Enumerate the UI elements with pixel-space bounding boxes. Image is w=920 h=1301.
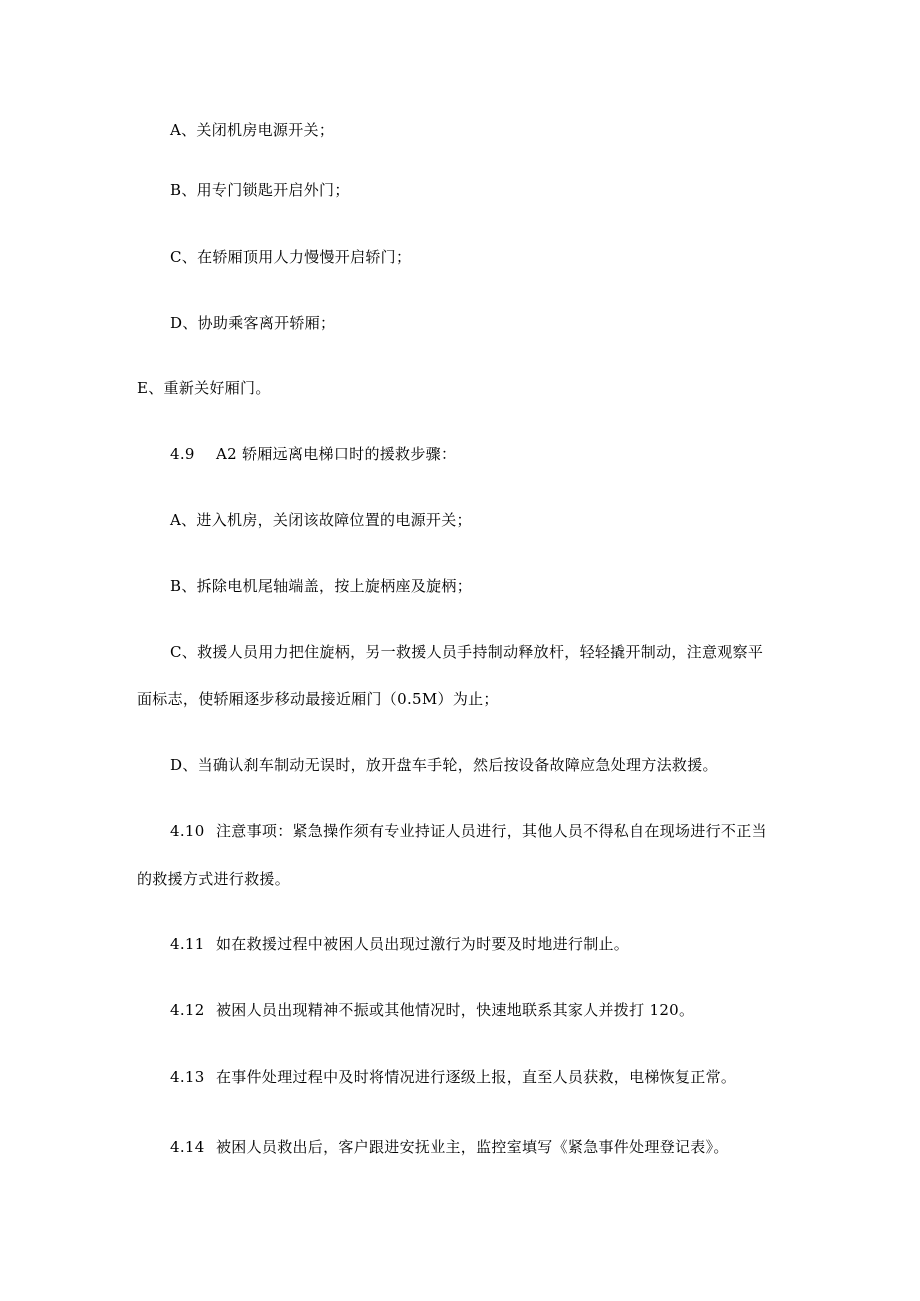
step-a-close-power: A、关闭机房电源开关； <box>170 121 335 139</box>
section-4-13 <box>170 1067 736 1087</box>
step-b-open-outer-door: B、用专门锁匙开启外门； <box>170 181 350 199</box>
section-number: 4.13 <box>170 1068 205 1086</box>
step-e-close-door: E、重新关好厢门。 <box>137 379 271 397</box>
rescue-step-b: B、拆除电机尾轴端盖，按上旋柄座及旋柄； <box>170 577 473 595</box>
section-text: 注意事项：紧急操作须有专业持证人员进行，其他人员不得私自在现场进行不正当 <box>216 822 767 840</box>
rescue-step-a: A、进入机房，关闭该故障位置的电源开关； <box>170 511 472 529</box>
section-4-14 <box>170 1137 729 1157</box>
section-number: 4.10 <box>170 822 205 840</box>
section-text: 被困人员出现精神不振或其他情况时，快速地联系其家人并拨打 120。 <box>216 1001 695 1019</box>
section-number: 4.12 <box>170 1001 205 1019</box>
section-4-9 <box>170 444 456 464</box>
section-number: 4.9 <box>170 445 195 463</box>
section-4-11 <box>170 934 629 954</box>
section-text: 在事件处理过程中及时将情况进行逐级上报，直至人员获救，电梯恢复正常。 <box>216 1068 737 1086</box>
rescue-step-c-line1: C、救援人员用力把住旋柄，另一救援人员手持制动释放杆，轻轻撬开制动，注意观察平 <box>170 643 764 661</box>
rescue-step-d: D、当确认刹车制动无误时，放开盘车手轮，然后按设备故障应急处理方法救援。 <box>170 756 718 774</box>
rescue-step-c-line2: 面标志，使轿厢逐步移动最接近厢门（0.5M）为止； <box>137 690 499 708</box>
section-number: 4.14 <box>170 1138 205 1156</box>
section-4-10-continuation: 的救援方式进行救援。 <box>137 870 291 888</box>
step-c-open-car-door: C、在轿厢顶用人力慢慢开启轿门； <box>170 248 412 266</box>
section-4-12 <box>170 1000 694 1020</box>
section-text: 被困人员救出后，客户跟进安抚业主，监控室填写《紧急事件处理登记表》。 <box>216 1138 729 1156</box>
section-text: 如在救援过程中被困人员出现过激行为时要及时地进行制止。 <box>216 935 630 953</box>
section-4-10 <box>170 821 767 841</box>
step-d-assist-passengers: D、协助乘客离开轿厢； <box>170 314 336 332</box>
section-text: A2 轿厢远离电梯口时的援救步骤： <box>216 445 457 463</box>
section-number: 4.11 <box>170 935 205 953</box>
